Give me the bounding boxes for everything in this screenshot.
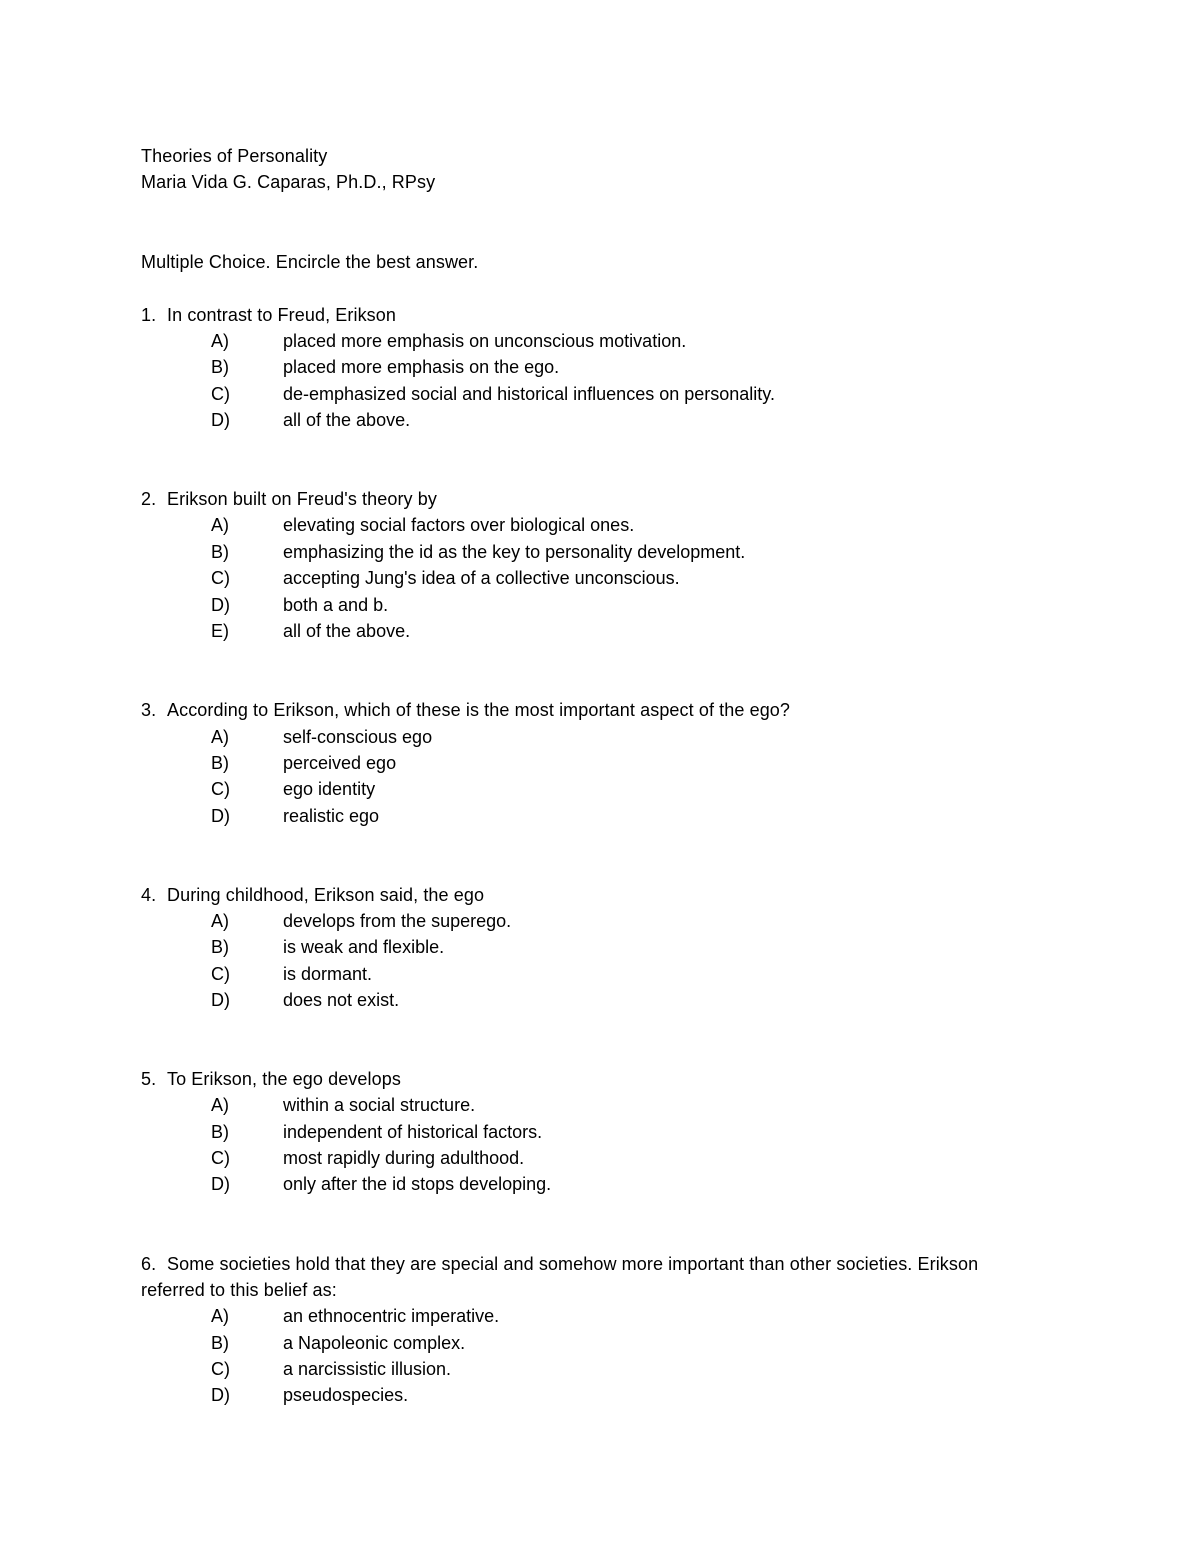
question-6-continued: referred to this belief as:	[141, 1280, 337, 1300]
option-text: elevating social factors over biological ones.	[283, 515, 635, 535]
question-number: 6.	[141, 1254, 157, 1274]
option-letter: A)	[211, 1095, 229, 1115]
option-letter: C)	[211, 964, 230, 984]
option-text: a narcissistic illusion.	[283, 1359, 452, 1379]
question-2	[141, 488, 437, 510]
option-text: within a social structure.	[283, 1095, 476, 1115]
option-letter: B)	[211, 357, 229, 377]
option-text: accepting Jung's idea of a collective unconscious.	[283, 568, 680, 588]
question-number: 3.	[141, 700, 157, 720]
instructions: Multiple Choice. Encircle the best answer.	[141, 252, 479, 272]
option-letter: D)	[211, 1385, 230, 1405]
option-text: independent of historical factors.	[283, 1122, 543, 1142]
option-text: placed more emphasis on the ego.	[283, 357, 560, 377]
option-text: most rapidly during adulthood.	[283, 1148, 525, 1168]
question-text: In contrast to Freud, Erikson	[167, 305, 396, 325]
option-letter: A)	[211, 1306, 229, 1326]
option-letter: C)	[211, 1148, 230, 1168]
question-6	[141, 1253, 978, 1275]
option-text: perceived ego	[283, 753, 397, 773]
option-text: self-conscious ego	[283, 727, 433, 747]
question-text: According to Erikson, which of these is the most important aspect of the ego?	[167, 700, 791, 720]
option-letter: B)	[211, 1333, 229, 1353]
question-number: 2.	[141, 489, 157, 509]
question-text: Erikson built on Freud's theory by	[167, 489, 437, 509]
option-letter: D)	[211, 1174, 230, 1194]
option-letter: B)	[211, 937, 229, 957]
option-letter: A)	[211, 331, 229, 351]
question-1	[141, 304, 396, 326]
option-text: emphasizing the id as the key to personality development.	[283, 542, 746, 562]
option-text: an ethnocentric imperative.	[283, 1306, 500, 1326]
option-text: ego identity	[283, 779, 376, 799]
option-text: develops from the superego.	[283, 911, 512, 931]
course-title: Theories of Personality	[141, 146, 328, 166]
question-5	[141, 1068, 401, 1090]
option-text: only after the id stops developing.	[283, 1174, 552, 1194]
question-text: Some societies hold that they are special and somehow more important than other societies. Erikson	[167, 1254, 979, 1274]
option-text: pseudospecies.	[283, 1385, 409, 1405]
option-text: all of the above.	[283, 410, 411, 430]
option-text: all of the above.	[283, 621, 411, 641]
question-number: 1.	[141, 305, 157, 325]
option-letter: B)	[211, 542, 229, 562]
question-number: 5.	[141, 1069, 157, 1089]
option-text: a Napoleonic complex.	[283, 1333, 466, 1353]
question-number: 4.	[141, 885, 157, 905]
question-4	[141, 884, 484, 906]
option-text: is dormant.	[283, 964, 373, 984]
option-letter: C)	[211, 384, 230, 404]
option-letter: D)	[211, 990, 230, 1010]
option-text: is weak and flexible.	[283, 937, 445, 957]
option-letter: B)	[211, 753, 229, 773]
question-text: To Erikson, the ego develops	[167, 1069, 401, 1089]
option-letter: A)	[211, 515, 229, 535]
option-text: placed more emphasis on unconscious motivation.	[283, 331, 687, 351]
instructor-name: Maria Vida G. Caparas, Ph.D., RPsy	[141, 172, 436, 192]
option-letter: D)	[211, 410, 230, 430]
option-letter: C)	[211, 568, 230, 588]
option-text: de-emphasized social and historical influences on personality.	[283, 384, 775, 404]
option-letter: E)	[211, 621, 229, 641]
option-letter: A)	[211, 911, 229, 931]
option-text: realistic ego	[283, 806, 380, 826]
option-letter: C)	[211, 779, 230, 799]
option-letter: C)	[211, 1359, 230, 1379]
option-letter: B)	[211, 1122, 229, 1142]
option-letter: D)	[211, 806, 230, 826]
option-text: does not exist.	[283, 990, 400, 1010]
option-text: both a and b.	[283, 595, 389, 615]
question-text: During childhood, Erikson said, the ego	[167, 885, 485, 905]
option-letter: A)	[211, 727, 229, 747]
option-letter: D)	[211, 595, 230, 615]
question-3	[141, 699, 790, 721]
